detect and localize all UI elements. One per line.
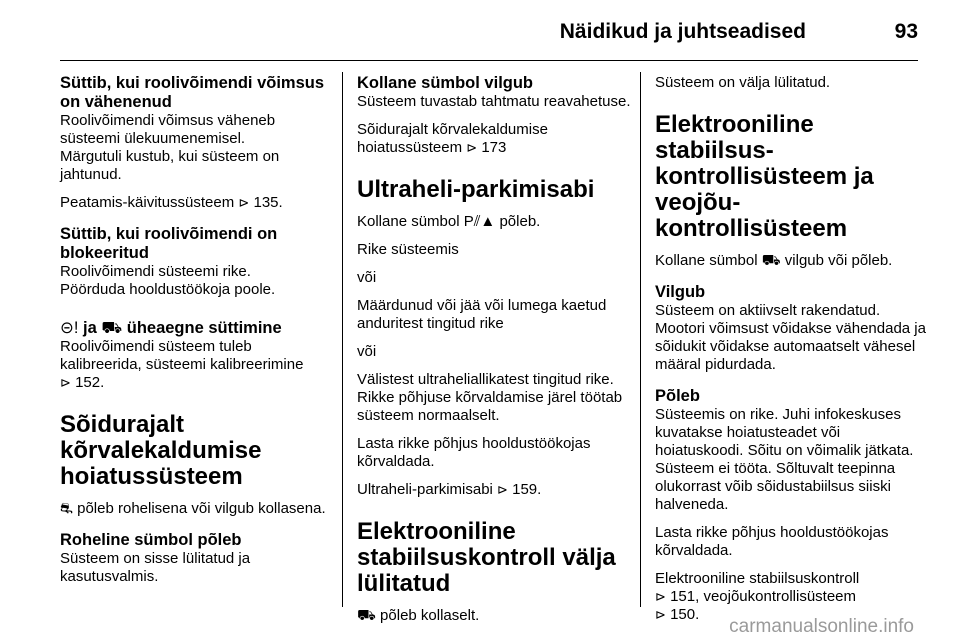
section-title-parking-assist: Ultraheli-parkimisabi	[357, 176, 595, 203]
paragraph	[357, 121, 631, 157]
column-1	[60, 74, 332, 642]
reference-text: Peatamis-käivitussüsteem	[60, 194, 235, 211]
heading-yellow-flashing: Kollane sümbol vilgub	[357, 74, 534, 92]
paragraph: või	[357, 269, 377, 286]
paragraph: Lasta rikke põhjus hooldustöökojas kõrvaldada.	[655, 524, 889, 559]
reference-text: Sõidurajalt kõrvalekaldumise hoiatussüsteem	[357, 121, 548, 156]
page-reference-link[interactable]: 173	[481, 139, 507, 156]
paragraph	[357, 481, 631, 499]
column-divider	[342, 72, 343, 607]
paragraph: Rike süsteemis	[357, 241, 459, 258]
paragraph-text: vilgub või põleb.	[784, 252, 893, 269]
paragraph: Süsteem on aktiivselt rakendatud.	[655, 302, 881, 319]
reference-arrow-icon: ⊳	[655, 607, 666, 622]
reference-arrow-icon: ⊳	[497, 482, 508, 497]
esc-icon: ⛟	[761, 252, 781, 269]
column-2	[357, 74, 631, 642]
page-header	[60, 0, 918, 61]
reference-arrow-icon: ⊳	[238, 195, 250, 210]
paragraph-text: põleb.	[499, 213, 541, 230]
paragraph: Lasta rikke põhjus hooldustöökojas kõrvaldada.	[357, 435, 591, 470]
paragraph: Roolivõimendi võimsus väheneb süsteemi ülekuumenemisel.	[60, 112, 276, 147]
esc-icon: ⛟	[101, 319, 123, 337]
section-title-esc-off: Elektrooniline stabiilsuskontroll välja lülitatud	[357, 518, 616, 597]
watermark: carmanualsonline.info	[729, 616, 914, 637]
heading-text: üheaegne süttimine	[126, 319, 282, 337]
paragraph: Roolivõimendi süsteemi rike.	[60, 263, 251, 280]
paragraph: või	[357, 343, 377, 360]
page-number: 93	[894, 20, 918, 43]
heading-green-symbol: Roheline sümbol põleb	[60, 531, 242, 549]
paragraph: Välistest ultraheliallikatest tingitud rike. Rikke põhjuse kõrvaldamise järel töötab süsteem normaalselt.	[357, 371, 623, 424]
parking-assist-icon: P⫽▲	[463, 213, 496, 230]
paragraph-text: põleb kollaselt.	[380, 607, 480, 624]
lane-departure-icon: ⛐	[60, 500, 73, 517]
paragraph	[60, 338, 332, 392]
paragraph-text: Kollane sümbol	[357, 213, 460, 230]
paragraph: Pöörduda hooldustöökoja poole.	[60, 281, 276, 298]
paragraph: Süsteem on sisse lülitatud ja kasutusvalmis.	[60, 550, 251, 585]
paragraph	[60, 194, 332, 212]
reference-arrow-icon: ⊳	[60, 375, 71, 390]
reference-text: Elektrooniline stabiilsuskontroll	[655, 570, 860, 587]
page-reference-link[interactable]: 135.	[253, 194, 283, 211]
page-reference-link[interactable]: 151, veojõukontrollisüsteem	[670, 588, 857, 605]
section-title-lane-departure: Sõidurajalt kõrvalekaldumise hoiatussüsteem	[60, 411, 262, 490]
paragraph-text: põleb rohelisena või vilgub kollasena.	[77, 500, 326, 517]
heading-flashing: Vilgub	[655, 283, 706, 301]
paragraph	[655, 252, 927, 270]
paragraph-text: Kollane sümbol	[655, 252, 758, 269]
steering-warning-icon: ⊝!	[60, 319, 79, 337]
reference-text: Ultraheli-parkimisabi	[357, 481, 493, 498]
paragraph: Süsteem on välja lülitatud.	[655, 74, 831, 91]
heading-reduced-power: Süttib, kui roolivõimendi võimsus on vähenenud	[60, 74, 325, 111]
paragraph-text: Roolivõimendi süsteem tuleb kalibreerida, süsteemi kalibreerimine	[60, 338, 304, 373]
heading-text: ja	[83, 319, 97, 337]
paragraph: Mootori võimsust võidakse vähendada ja sõidukit võidakse automaatselt vähesel määral pidurdada.	[655, 320, 926, 373]
paragraph	[60, 500, 332, 518]
paragraph: Määrdunud või jää või lumega kaetud anduritest tingitud rike	[357, 297, 607, 332]
page-reference-link[interactable]: 152.	[75, 374, 105, 391]
paragraph	[357, 213, 631, 231]
heading-lit: Põleb	[655, 387, 700, 405]
heading-combined-lights	[60, 319, 332, 338]
column-3	[655, 74, 927, 642]
paragraph	[357, 607, 631, 625]
reference-arrow-icon: ⊳	[655, 589, 666, 604]
column-divider	[640, 72, 641, 607]
page-reference-link[interactable]: 159.	[512, 481, 542, 498]
page-title: Näidikud ja juhtseadised	[559, 20, 806, 43]
section-title-esc-tc: Elektrooniline stabiilsus-kontrollisüsteem ja veojõu-kontrollisüsteem	[655, 111, 874, 242]
heading-blocked: Süttib, kui roolivõimendi on blokeeritud	[60, 225, 278, 262]
paragraph: Märgutuli kustub, kui süsteem on jahtunud.	[60, 148, 280, 183]
paragraph: Süsteemis on rike. Juhi infokeskuses kuvatakse hoiatusteadet või hoiatuskoodi. Sõitu on võimalik jätkata. Süsteem ei tööta. Sõltuvalt teepinna olukorrast võib sõidustabiilsus siiski halveneda.	[655, 406, 914, 513]
paragraph: Süsteem tuvastab tahtmatu reavahetuse.	[357, 93, 631, 110]
page-reference-link[interactable]: 150.	[670, 606, 700, 623]
esc-off-icon: ⛟	[357, 607, 376, 624]
reference-arrow-icon: ⊳	[466, 140, 478, 155]
